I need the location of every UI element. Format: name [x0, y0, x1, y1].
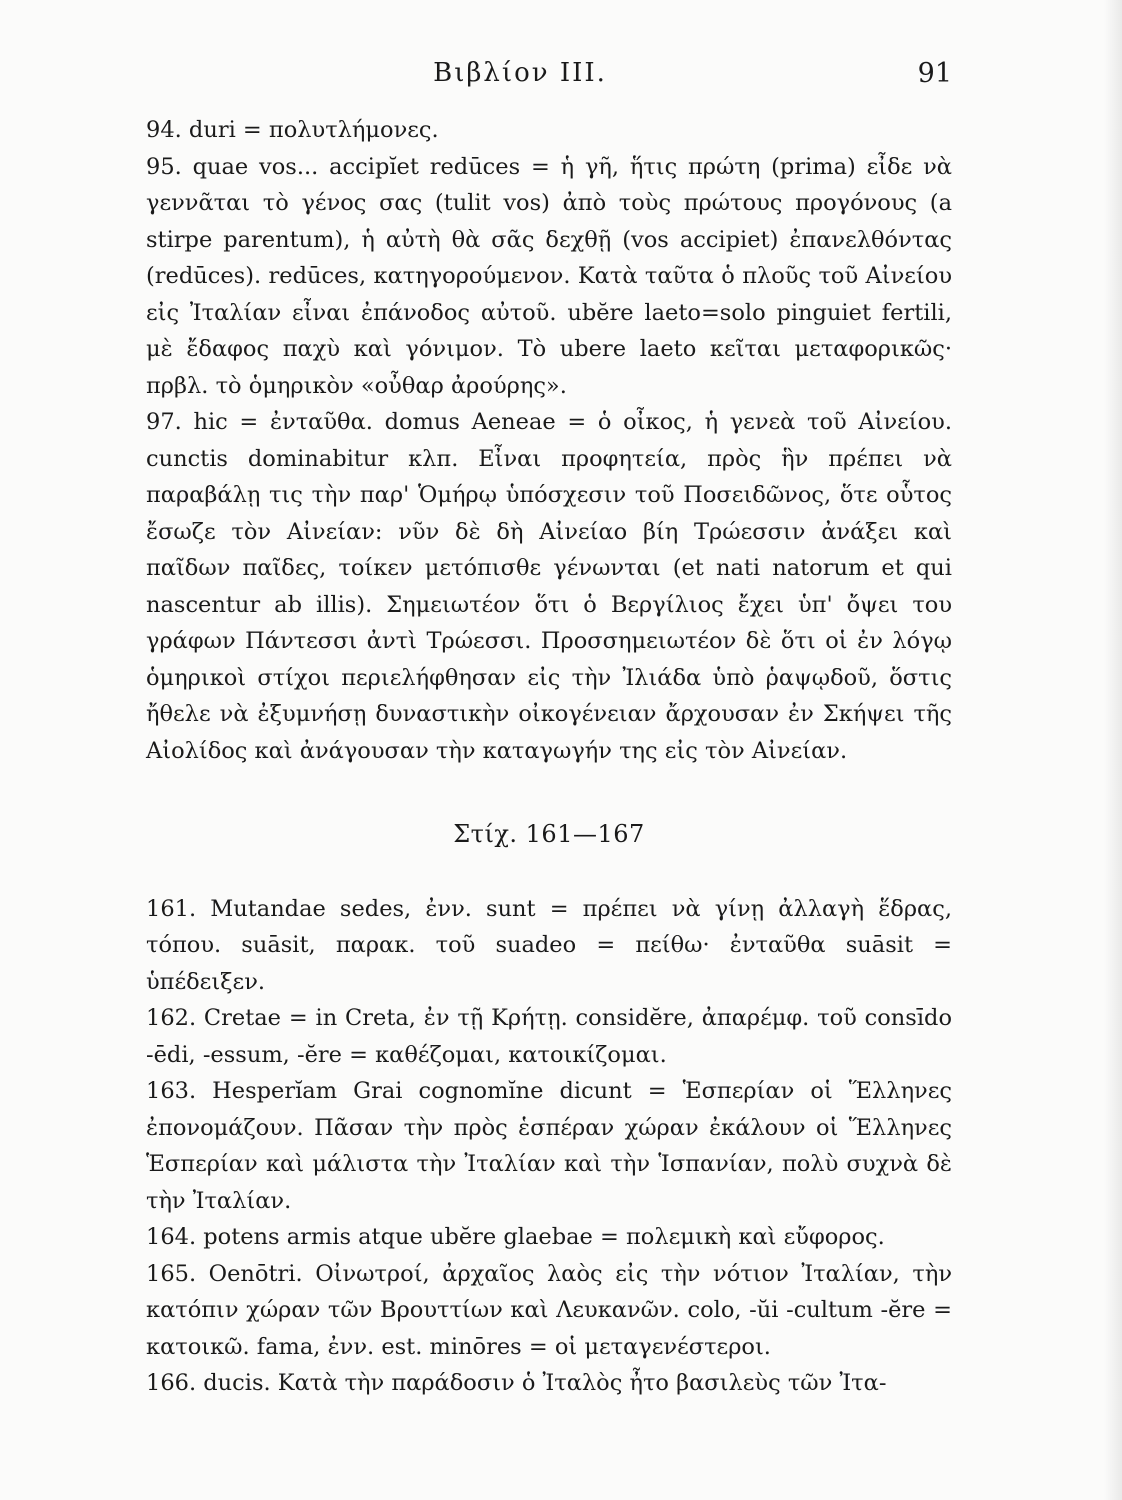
note-165: 165. Oenōtri. Οἰνωτροί, ἀρχαῖος λαὸς εἰς τὴν νότιον Ἰταλίαν, τὴν κατόπιν χώραν τῶν Βρουττίων καὶ Λευκανῶν. colo, -ŭi -cultum -ĕre = κατοικῶ. fama, ἐνν. est. minōres = οἱ μεταγενέστεροι. [146, 1260, 952, 1360]
note-161: 161. Mutandae sedes, ἐνν. sunt = πρέπει νὰ γίνῃ ἀλλαγὴ ἕδρας, τόπου. suāsit, παρακ. τοῦ suadeo = πείθω· ἐνταῦθα suāsit = ὑπέδειξεν. [146, 895, 952, 995]
section-heading: Στίχ. 161—167 [453, 820, 645, 848]
commentary-body [146, 112, 952, 1402]
page-number: 91 [917, 58, 952, 89]
note-164: 164. potens armis atque ubĕre glaebae = πολεμικὴ καὶ εὔφορος. [146, 1224, 885, 1250]
running-header-title: Βιβλίον III. [433, 58, 607, 88]
note-162: 162. Cretae = in Creta, ἐν τῇ Κρήτῃ. considĕre, ἀπαρέμφ. τοῦ consīdo -ēdi, -essum, -ĕre = καθέζομαι, κατοικίζομαι. [146, 1005, 952, 1068]
note-94: 94. duri = πολυτλήμονες. [146, 117, 439, 143]
note-95: 95. quae vos... accipĭet redūces = ἡ γῆ, ἥτις πρώτη (prima) εἶδε νὰ γεννᾶται τὸ γένος σας (tulit vos) ἀπὸ τοὺς πρώτους προγόνους (a stirpe parentum), ἡ αὐτὴ θὰ σᾶς δεχθῇ (vos accipiet) ἐπανελθόντας (redūces). redūces, κατηγορούμενον. Κατὰ ταῦτα ὁ πλοῦς τοῦ Αἰνείου εἰς Ἰταλίαν εἶναι ἐπάνοδος αὐτοῦ. ubĕre laeto=solo pinguiet fertili, μὲ ἔδαφος παχὺ καὶ γόνιμον. Τὸ ubere laeto κεῖται μεταφορικῶς· πρβλ. τὸ ὁμηρικὸν «οὖθαρ ἀρούρης». [146, 153, 952, 399]
page-edge-shadow [1104, 0, 1122, 1500]
note-166: 166. ducis. Κατὰ τὴν παράδοσιν ὁ Ἰταλὸς ἦτο βασιλεὺς τῶν Ἰτα- [146, 1370, 887, 1396]
note-97: 97. hic = ἐνταῦθα. domus Aeneae = ὁ οἶκος, ἡ γενεὰ τοῦ Αἰνείου. cunctis dominabitur κλπ. Εἶναι προφητεία, πρὸς ἣν πρέπει νὰ παραβάλῃ τις τὴν παρ' Ὁμήρῳ ὑπόσχεσιν τοῦ Ποσειδῶνος, ὅτε οὗτος ἔσωζε τὸν Αἰνείαν: νῦν δὲ δὴ Αἰνείαο βίη Τρώεσσιν ἀνάξει καὶ παῖδων παῖδες, τοίκεν μετόπισθε γένωνται (et nati natorum et qui nascentur ab illis). Σημειωτέον ὅτι ὁ Βεργίλιος ἔχει ὑπ' ὄψει του γράφων Πάντεσσι ἀντὶ Τρώεσσι. Προσσημειωτέον δὲ ὅτι οἱ ἐν λόγῳ ὁμηρικοὶ στίχοι περιελήφθησαν εἰς τὴν Ἰλιάδα ὑπὸ ῥαψῳδοῦ, ὅστις ἤθελε νὰ ἐξυμνήσῃ δυναστικὴν οἰκογένειαν ἄρχουσαν ἐν Σκήψει τῆς Αἰολίδος καὶ ἀνάγουσαν τὴν καταγωγήν της εἰς τὸν Αἰνείαν. [146, 409, 952, 764]
note-163: 163. Hesperĭam Grai cognomĭne dicunt = Ἑσπερίαν οἱ Ἕλληνες ἐπονομάζουν. Πᾶσαν τὴν πρὸς ἑσπέραν χώραν ἐκάλουν οἱ Ἕλληνες Ἑσπερίαν καὶ μάλιστα τὴν Ἰταλίαν καὶ τὴν Ἱσπανίαν, πολὺ συχνὰ δὲ τὴν Ἰταλίαν. [146, 1078, 952, 1214]
